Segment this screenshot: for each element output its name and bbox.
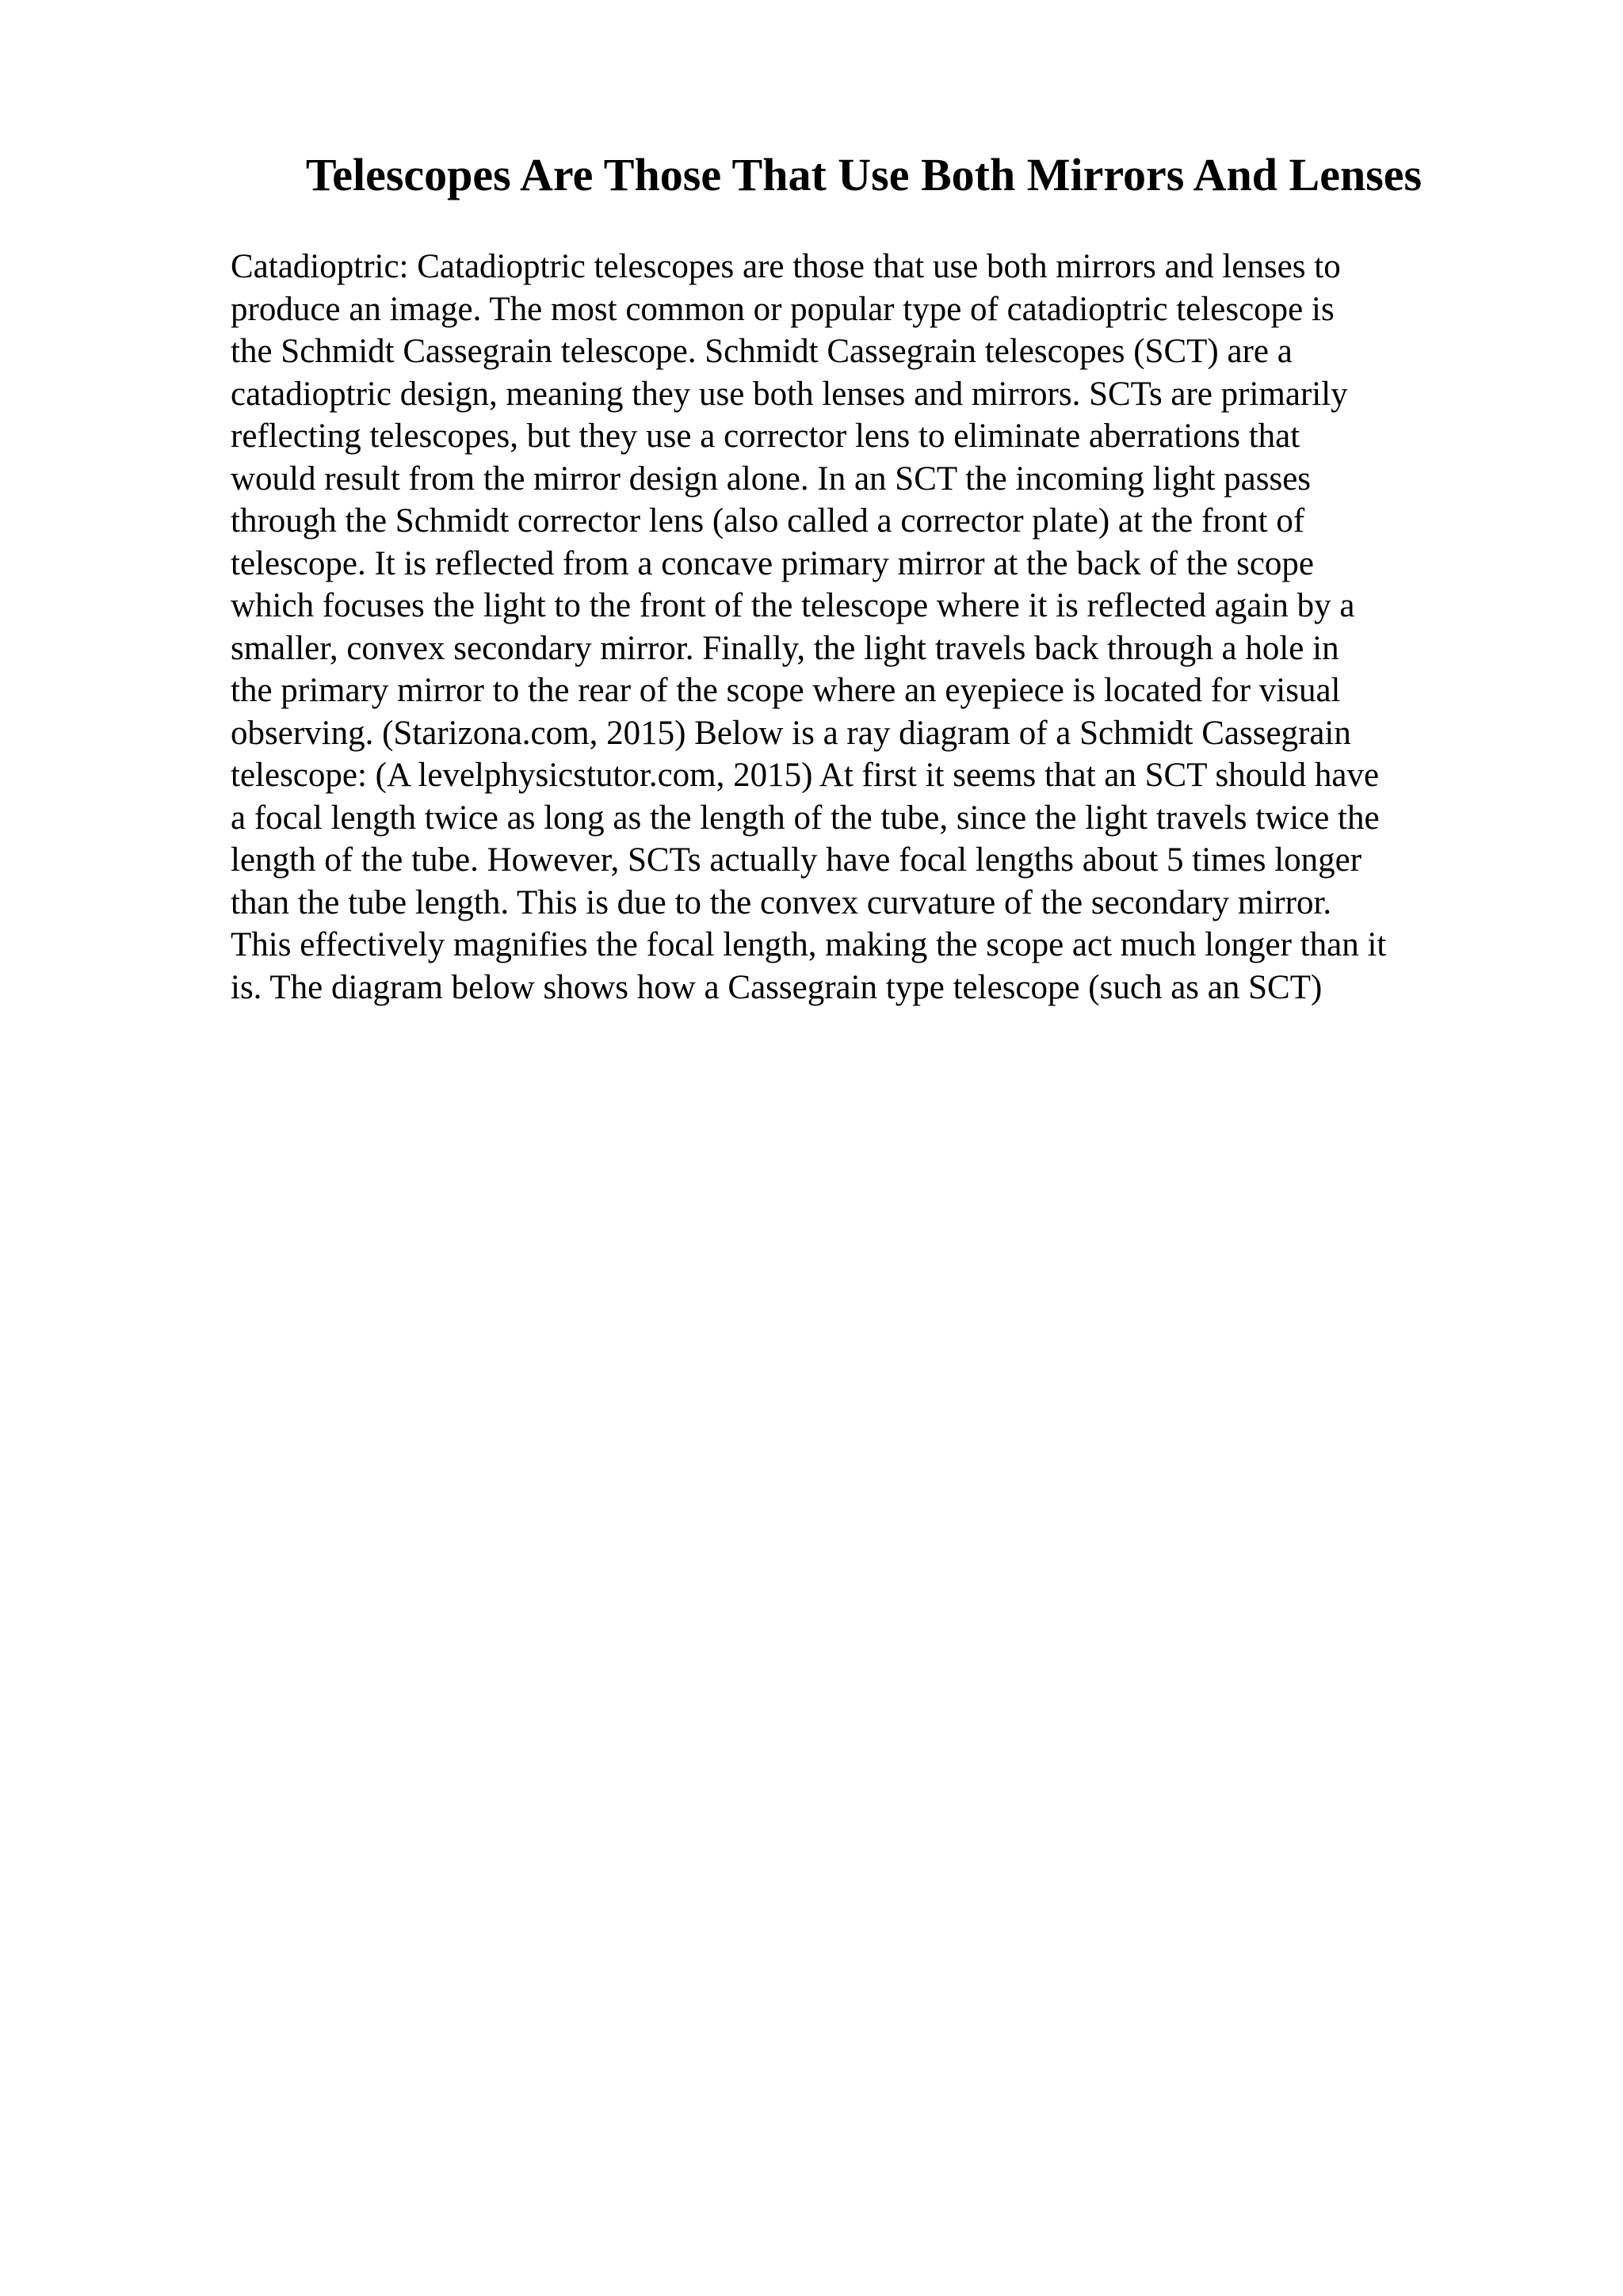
body-line: a focal length twice as long as the length of the tube, since the light travels twice the (231, 799, 1380, 837)
body-line: observing. (Starizona.com, 2015) Below is a ray diagram of a Schmidt Cassegrain (231, 714, 1351, 752)
page-title: Telescopes Are Those That Use Both Mirrors And Lenses (305, 149, 1423, 200)
body-line: telescope. It is reflected from a concave primary mirror at the back of the scope (231, 544, 1315, 582)
body-line: This effectively magnifies the focal length, making the scope act much longer than it (231, 926, 1387, 963)
body-line: reflecting telescopes, but they use a corrector lens to eliminate aberrations that (231, 418, 1300, 455)
body-line: length of the tube. However, SCTs actually have focal lengths about 5 times longer (231, 841, 1362, 879)
body-line: smaller, convex secondary mirror. Finally, the light travels back through a hole in (231, 629, 1339, 667)
body-line: which focuses the light to the front of the telescope where it is reflected again by a (231, 587, 1355, 624)
body-line: the primary mirror to the rear of the scope where an eyepiece is located for visual (231, 672, 1341, 709)
body-paragraph (231, 246, 1499, 1009)
body-line: catadioptric design, meaning they use both lenses and mirrors. SCTs are primarily (231, 375, 1348, 413)
body-line: than the tube length. This is due to the convex curvature of the secondary mirror. (231, 883, 1332, 921)
body-line: Catadioptric: Catadioptric telescopes are those that use both mirrors and lenses to (231, 248, 1341, 285)
body-line: through the Schmidt corrector lens (also called a corrector plate) at the front of (231, 502, 1305, 540)
body-line: the Schmidt Cassegrain telescope. Schmidt Cassegrain telescopes (SCT) are a (231, 333, 1293, 370)
body-line: telescope: (A levelphysicstutor.com, 2015) At first it seems that an SCT should have (231, 757, 1380, 794)
body-line: produce an image. The most common or popular type of catadioptric telescope is (231, 290, 1335, 328)
body-line: is. The diagram below shows how a Cassegrain type telescope (such as an SCT) (231, 968, 1323, 1006)
body-line: would result from the mirror design alone. In an SCT the incoming light passes (231, 460, 1312, 498)
